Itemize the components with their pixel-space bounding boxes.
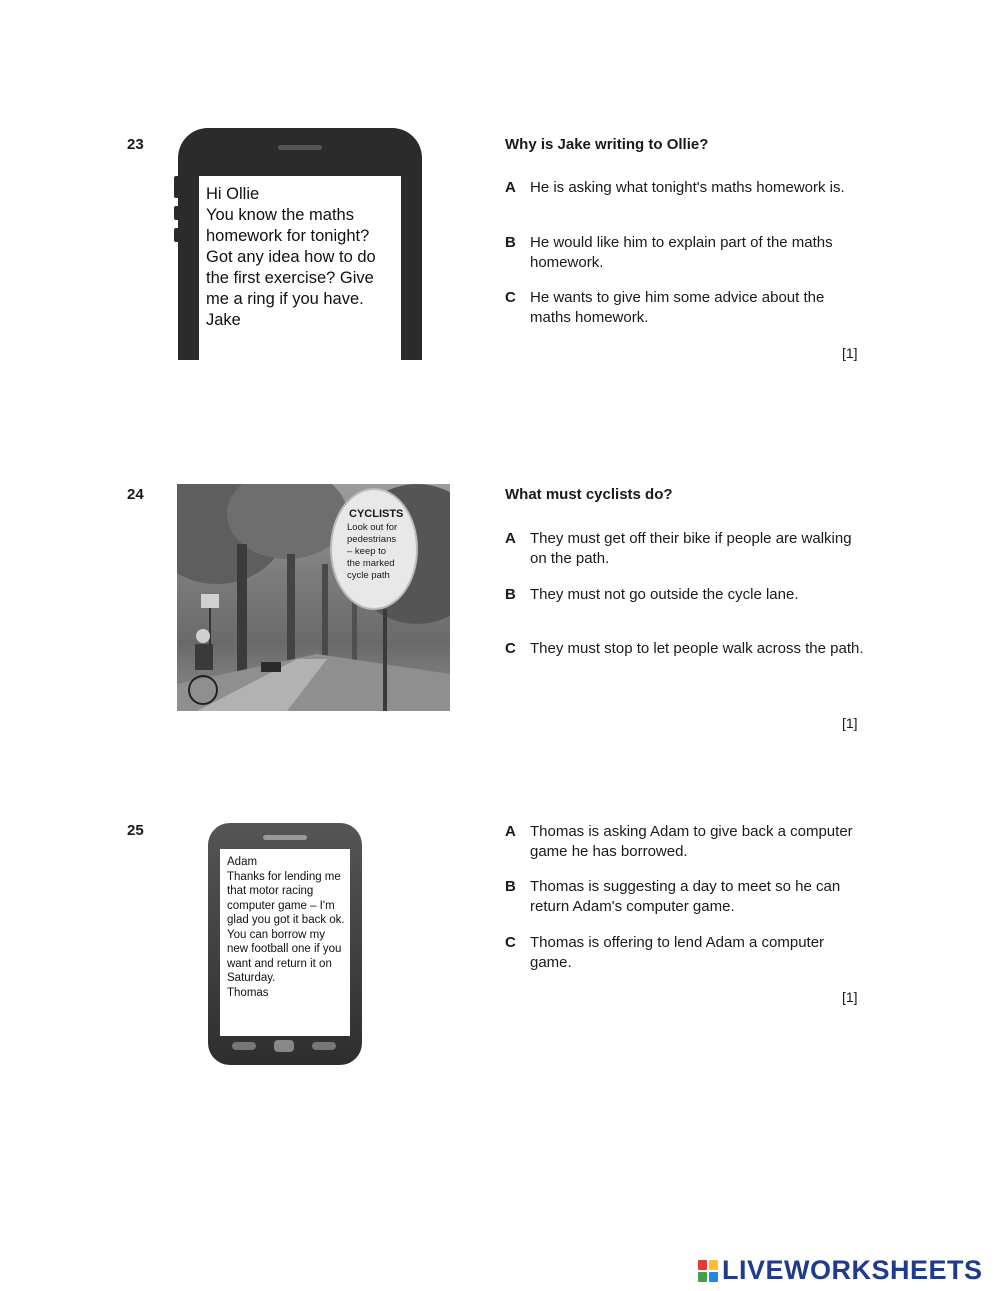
option-text: He would like him to explain part of the maths homework. — [530, 234, 833, 271]
option-25-b[interactable] — [505, 877, 865, 917]
menu-key-icon — [232, 1042, 256, 1050]
text-message-23: Hi Ollie You know the maths homework for tonight? Got any idea how to do the first exercise? Give me a ring if you have. Jake — [206, 185, 376, 329]
option-letter: C — [505, 934, 516, 951]
option-text: Thomas is suggesting a day to meet so he can return Adam's computer game. — [530, 878, 841, 915]
option-23-a[interactable] — [505, 178, 865, 198]
sign-pole — [383, 609, 387, 711]
phone-speaker — [263, 835, 307, 840]
option-text: They must stop to let people walk across the path. — [530, 640, 864, 657]
option-letter: B — [505, 586, 516, 603]
option-letter: A — [505, 530, 516, 547]
cyclist-photo — [177, 484, 450, 711]
back-key-icon — [274, 1040, 294, 1052]
mark-23: [1] — [842, 345, 858, 361]
phone-side-button — [174, 206, 179, 220]
sign-text: Look out for pedestrians – keep to the marked cycle path — [347, 522, 398, 581]
text-message-25: Adam Thanks for lending me that motor racing computer game – I'm glad you got it back ok. You can borrow my new football one if you want and return it on Saturday. Thomas — [227, 856, 345, 999]
option-text: Thomas is asking Adam to give back a computer game he has borrowed. — [530, 823, 853, 860]
option-23-c[interactable] — [505, 288, 865, 328]
option-letter: A — [505, 179, 516, 196]
question-number-25: 25 — [127, 822, 144, 839]
logo-text: LIVEWORKSHEETS — [722, 1255, 983, 1285]
mark-25: [1] — [842, 989, 858, 1005]
option-letter: C — [505, 289, 516, 306]
option-24-c[interactable] — [505, 639, 865, 659]
mobile-phone-image — [208, 823, 362, 1065]
liveworksheets-logo — [698, 1255, 983, 1286]
option-25-a[interactable] — [505, 822, 865, 862]
mark-24: [1] — [842, 715, 858, 731]
question-number-24: 24 — [127, 486, 144, 503]
option-text: He wants to give him some advice about the maths homework. — [530, 289, 825, 326]
sign-title: CYCLISTS — [349, 508, 404, 520]
option-text: He is asking what tonight's maths homework is. — [530, 179, 845, 196]
smartphone-image — [178, 128, 422, 360]
question-text-24: What must cyclists do? — [505, 486, 673, 503]
phone-screen — [199, 176, 401, 360]
option-text: They must get off their bike if people are walking on the path. — [530, 530, 852, 567]
option-25-c[interactable] — [505, 933, 865, 973]
phone-side-button — [174, 176, 179, 198]
option-24-a[interactable] — [505, 529, 865, 569]
phone-side-button — [174, 228, 179, 242]
question-number-23: 23 — [127, 136, 144, 153]
option-text: They must not go outside the cycle lane. — [530, 586, 799, 603]
option-24-b[interactable] — [505, 585, 865, 605]
option-letter: C — [505, 640, 516, 657]
phone-screen — [220, 849, 350, 1036]
option-23-b[interactable] — [505, 233, 865, 273]
option-letter: B — [505, 878, 516, 895]
search-key-icon — [312, 1042, 336, 1050]
phone-speaker — [278, 145, 322, 150]
liveworksheets-logo-icon — [698, 1260, 718, 1282]
option-text: Thomas is offering to lend Adam a computer game. — [530, 934, 825, 971]
option-letter: A — [505, 823, 516, 840]
option-letter: B — [505, 234, 516, 251]
question-text-23: Why is Jake writing to Ollie? — [505, 136, 709, 153]
